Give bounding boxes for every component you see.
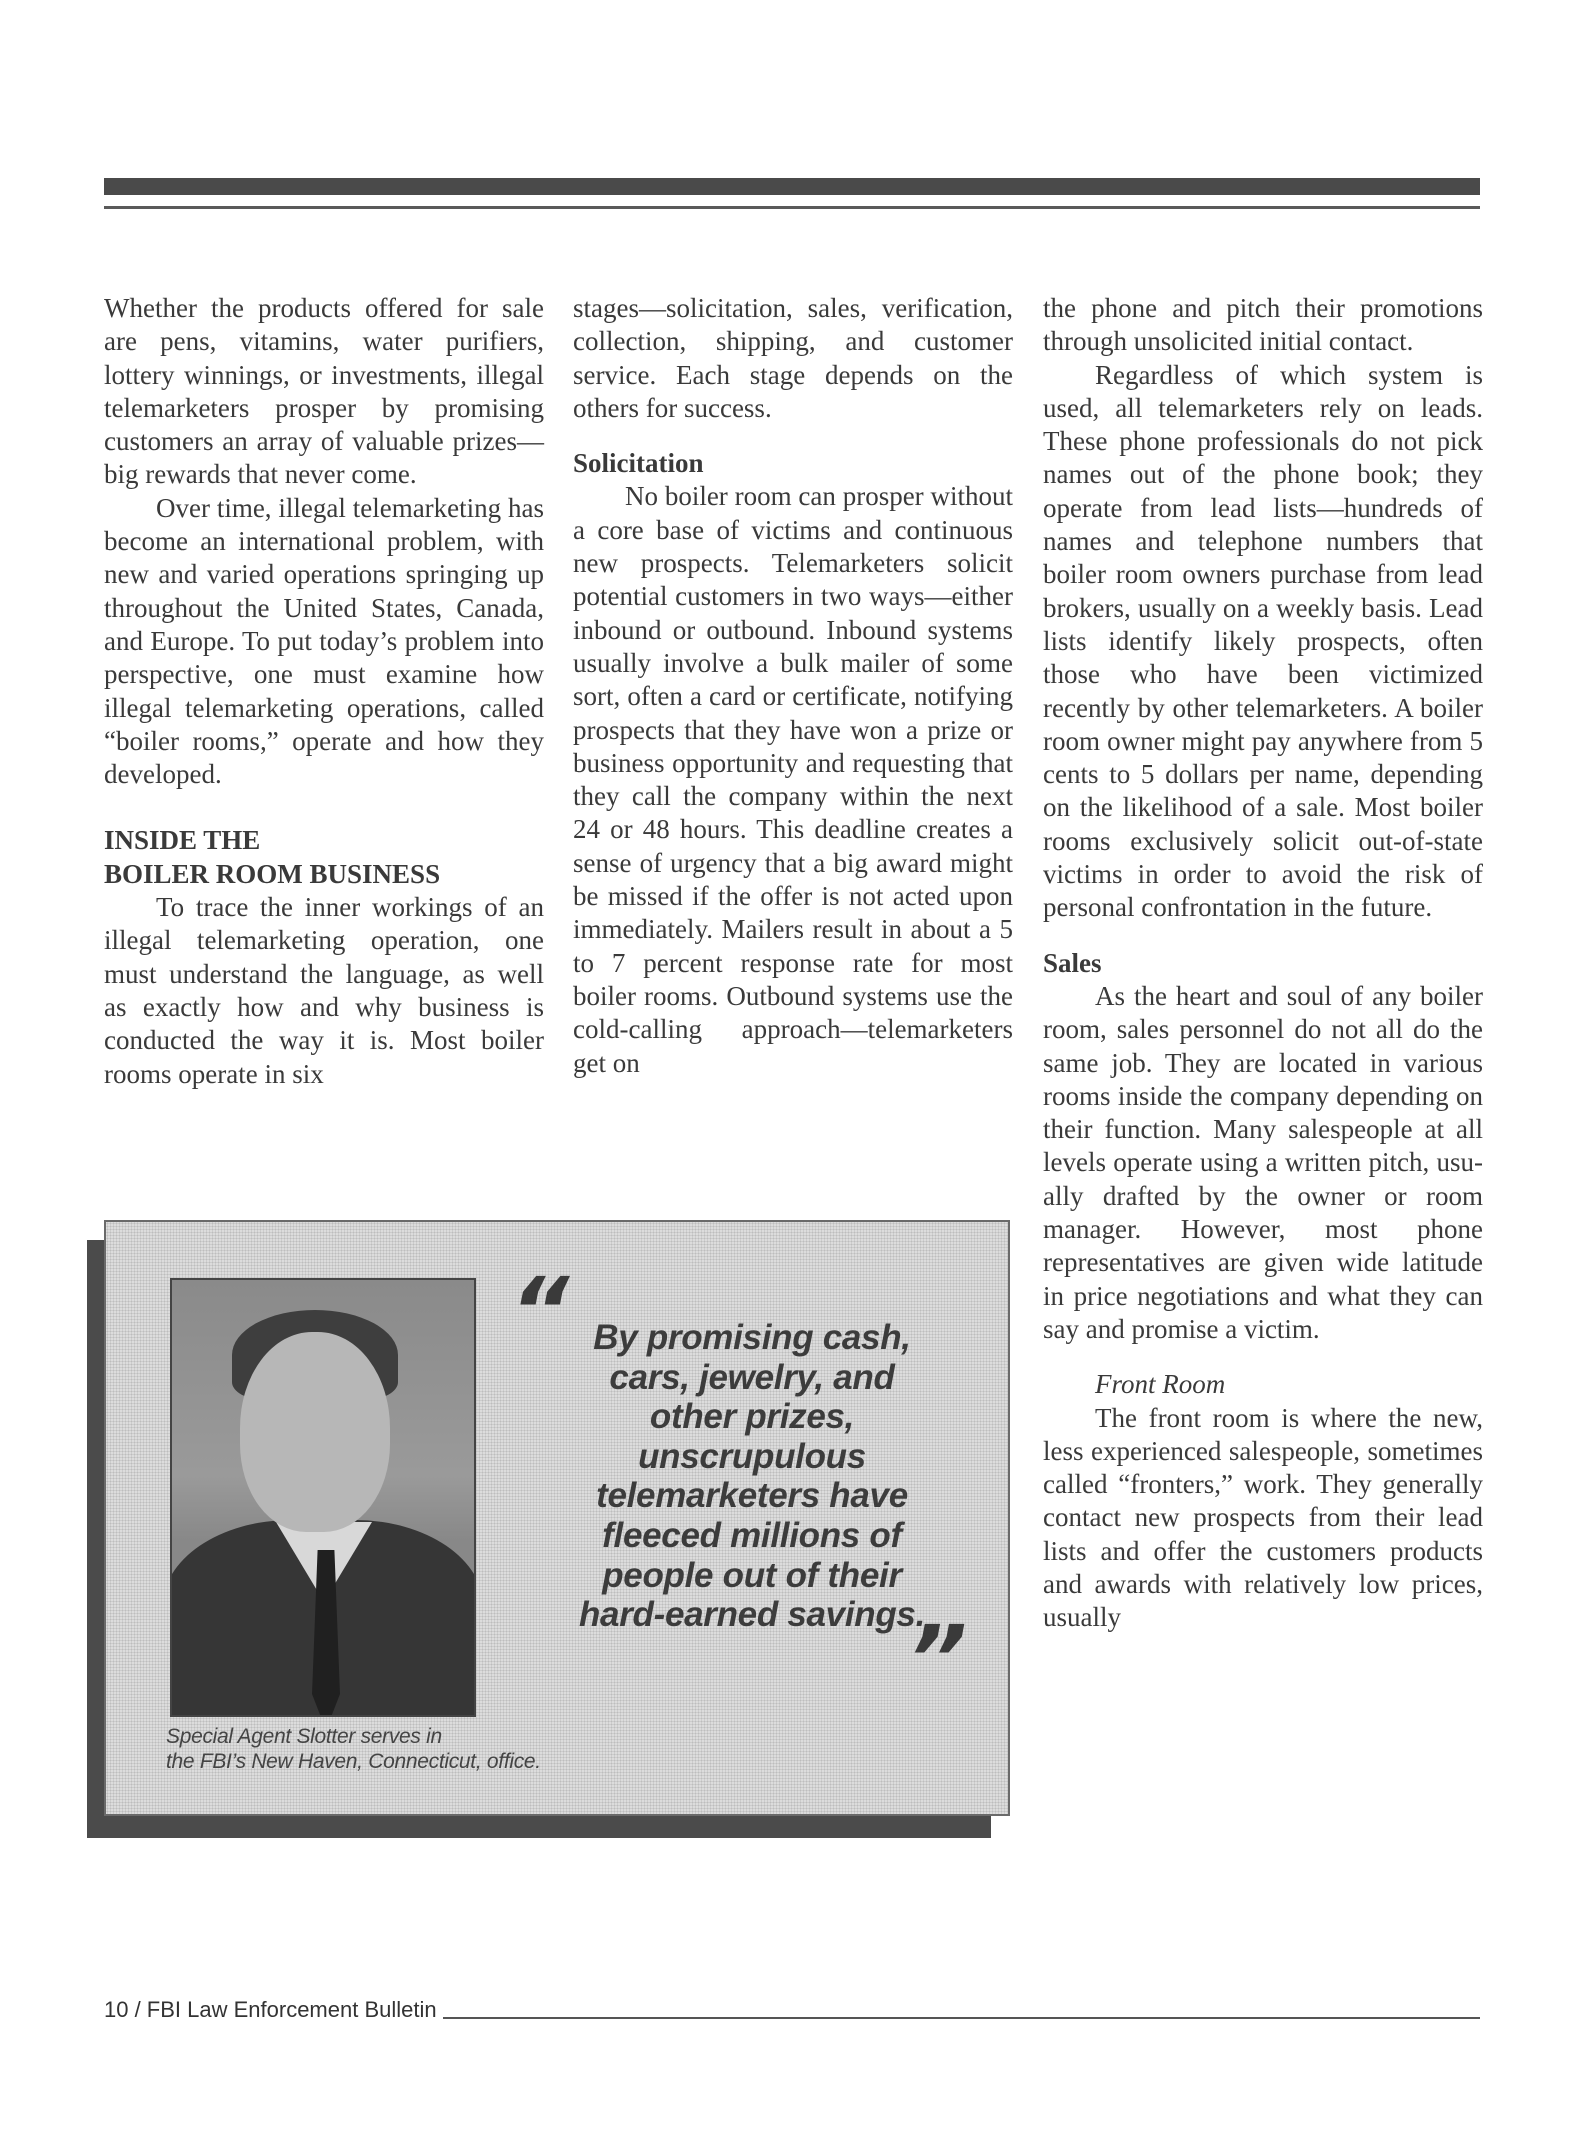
close-quote-icon: ” [908,1606,968,1713]
article-column-1 [104,292,544,1091]
pull-quote-line: By promising cash, [593,1318,911,1357]
photo-face [240,1332,390,1532]
agent-portrait-photo [170,1278,476,1717]
pull-quote-line: other prizes, [649,1397,855,1437]
paragraph: As the heart and soul of any boiler room, sales personnel do not all do the same job. They are located in various rooms inside the company depending on their function. Many salespeople at all levels operate using a written pitch, usually drafted by the owner or room manager. However, most phone representatives are given wide latitude in price negotiations and what they can say and promise a victim. [1043,980,1483,1344]
paragraph: Regardless of which system is used, all telemarketers rely on leads. These phone professionals do not pick names out of the phone book; they operate from lead lists—hundreds of names and telephone numbers that boiler room owners purchase from lead brokers, usually on a weekly basis. Lead lists identify likely prospects, often those who have been victimized recently by other telemarketers. A boiler room owner might pay anywhere from 5 cents to 5 dollars per name, depending on the likelihood of a sale. Most boiler rooms exclusively solicit out-of-state victims in order to avoid the risk of personal confrontation in the future. [1043,359,1483,923]
caption-line-2: the FBI’s New Haven, Connecticut, office. [166,1750,541,1773]
paragraph: To trace the inner workings of an illegal telemarketing operation, one must understand the language, as well as exactly how and why business is conducted the way it is. Most boiler rooms operate in six [104,892,544,1089]
article-column-3 [1043,292,1483,1635]
pull-quote-line: hard-earned savings. [578,1595,926,1635]
section-heading-sales: Sales [1043,947,1102,978]
page-footer [104,1994,1480,2022]
pull-quote-line: unscrupulous [638,1436,866,1476]
pull-quote-text [532,1318,972,1635]
paragraph: the phone and pitch their promotions through unsolicited initial contact. [1043,293,1483,357]
header-rule-thin [104,206,1480,209]
section-heading-line-1: INSIDE THE [104,825,261,856]
page-number-label: 10 / FBI Law Enforcement Bulletin [104,1997,437,2022]
paragraph: No boiler room can prosper without a core base of victims and continuous new prospects. Telemarketers solicit potential customers in two ways—either inbound or outbound. Inbound systems usually involve a bulk mailer of some sort, often a card or certificate, notifying prospects that they have won a prize or business opportunity and requesting that they call the company within the next 24 or 48 hours. This deadline creates a sense of urgency that a big award might be missed if the offer is not acted upon immediately. Mailers result in about a 5 to 7 percent response rate for most boiler rooms. Outbound systems use the cold-calling approach—telemarketers get on [573,481,1013,1078]
pull-quote-line: fleeced millions of [602,1515,902,1555]
paragraph: stages—solicitation, sales, verification, collection, shipping, and customer service. Each stage depends on the others for success. [573,293,1013,423]
open-quote-icon: “ [510,1258,570,1365]
paragraph: The front room is where the new, less experienced salespeople, sometimes called “fronters,” work. They generally contact new prospects from their lead lists and offer the customers products and awards with relatively low prices, usually [1043,1402,1483,1633]
paragraph: Over time, illegal telemarketing has become an international problem, with new and varied operations springing up throughout the United States, Canada, and Europe. To put today’s problem into perspective, one must examine how illegal telemarketing operations, called “boiler rooms,” operate and how they developed. [104,492,544,790]
pull-quote-line: telemarketers have [596,1476,908,1516]
paragraph: Whether the products offered for sale are pens, vitamins, water purifiers, lottery winnings, or investments, illegal telemarketers prosper by promising customers an array of valuable prizes—big rewards that never come. [104,293,544,490]
section-heading-line-2: BOILER ROOM BUSINESS [104,858,441,889]
caption-line-1: Special Agent Slotter serves in [166,1725,442,1748]
footer-rule [443,2017,1480,2019]
article-column-2 [573,292,1013,1080]
section-heading-solicitation: Solicitation [573,448,704,479]
pull-quote-line: cars, jewelry, and [609,1357,895,1397]
pull-quote-box [104,1220,1010,1816]
pull-quote-line: people out of their [602,1555,902,1595]
photo-caption [166,1724,541,1774]
subsection-heading-front-room: Front Room [1095,1369,1226,1400]
header-rule-thick [104,178,1480,195]
